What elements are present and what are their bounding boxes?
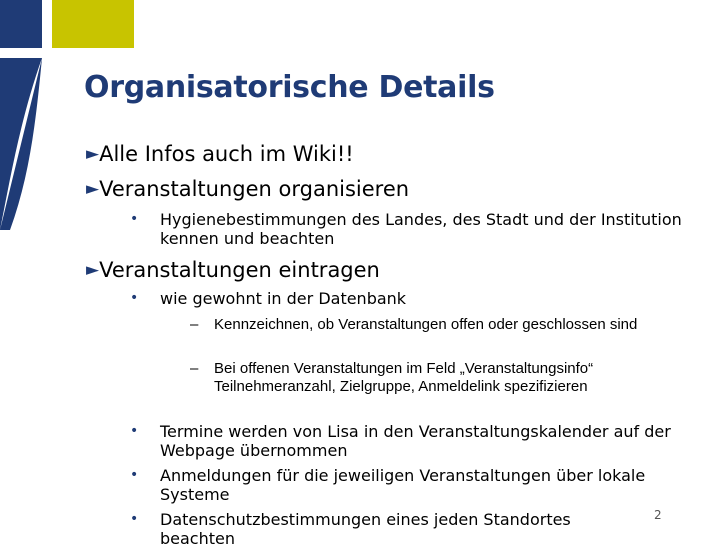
bullet-text: Alle Infos auch im Wiki!! [99, 142, 354, 166]
bullet-text: Bei offenen Veranstaltungen im Feld „Veranstaltungsinfo“ Teilnehmeranzahl, Zielgruppe, Anmeldelink spezifizieren [214, 360, 594, 395]
bullet-text: Kennzeichnen, ob Veranstaltungen offen oder geschlossen sind [214, 316, 638, 333]
bullet-level3-item [190, 360, 660, 396]
bullet-text: Veranstaltungen eintragen [99, 258, 380, 282]
bullet-text: Anmeldungen für die jeweiligen Veranstaltungen über lokale Systeme [160, 466, 646, 504]
triangle-bullet-icon: ► [86, 179, 100, 199]
triangle-bullet-icon: ► [86, 260, 100, 280]
bullet-text: wie gewohnt in der Datenbank [160, 289, 407, 308]
bullet-text: Veranstaltungen organisieren [99, 177, 410, 201]
dot-bullet-icon: • [130, 511, 139, 527]
bullet-level2-item [130, 466, 690, 504]
dash-bullet-icon: – [190, 316, 199, 333]
slide-title: Organisatorische Details [84, 70, 495, 105]
bullet-level1-item [86, 142, 354, 166]
bullet-level2-item [130, 210, 690, 248]
bullet-level3-item [190, 316, 660, 334]
bullet-level2-item [130, 422, 690, 460]
dot-bullet-icon: • [130, 211, 139, 227]
bullet-text: Datenschutzbestimmungen eines jeden Standortes beachten [160, 510, 571, 548]
bullet-text: Termine werden von Lisa in den Veranstaltungskalender auf der Webpage übernommen [160, 422, 671, 460]
bullet-level2-item [130, 289, 690, 308]
bullet-level1-item [86, 177, 409, 201]
dash-bullet-icon: – [190, 360, 199, 377]
bullet-level1-item [86, 258, 380, 282]
dot-bullet-icon: • [130, 290, 139, 306]
triangle-bullet-icon: ► [86, 144, 100, 164]
logo-square-yellow [52, 0, 134, 48]
dot-bullet-icon: • [130, 467, 139, 483]
page-number: 2 [654, 508, 662, 522]
logo-square-navy [0, 0, 42, 48]
bullet-level2-item [130, 510, 600, 548]
bullet-text: Hygienebestimmungen des Landes, des Stadt und der Institution kennen und beachten [160, 210, 682, 248]
dot-bullet-icon: • [130, 423, 139, 439]
